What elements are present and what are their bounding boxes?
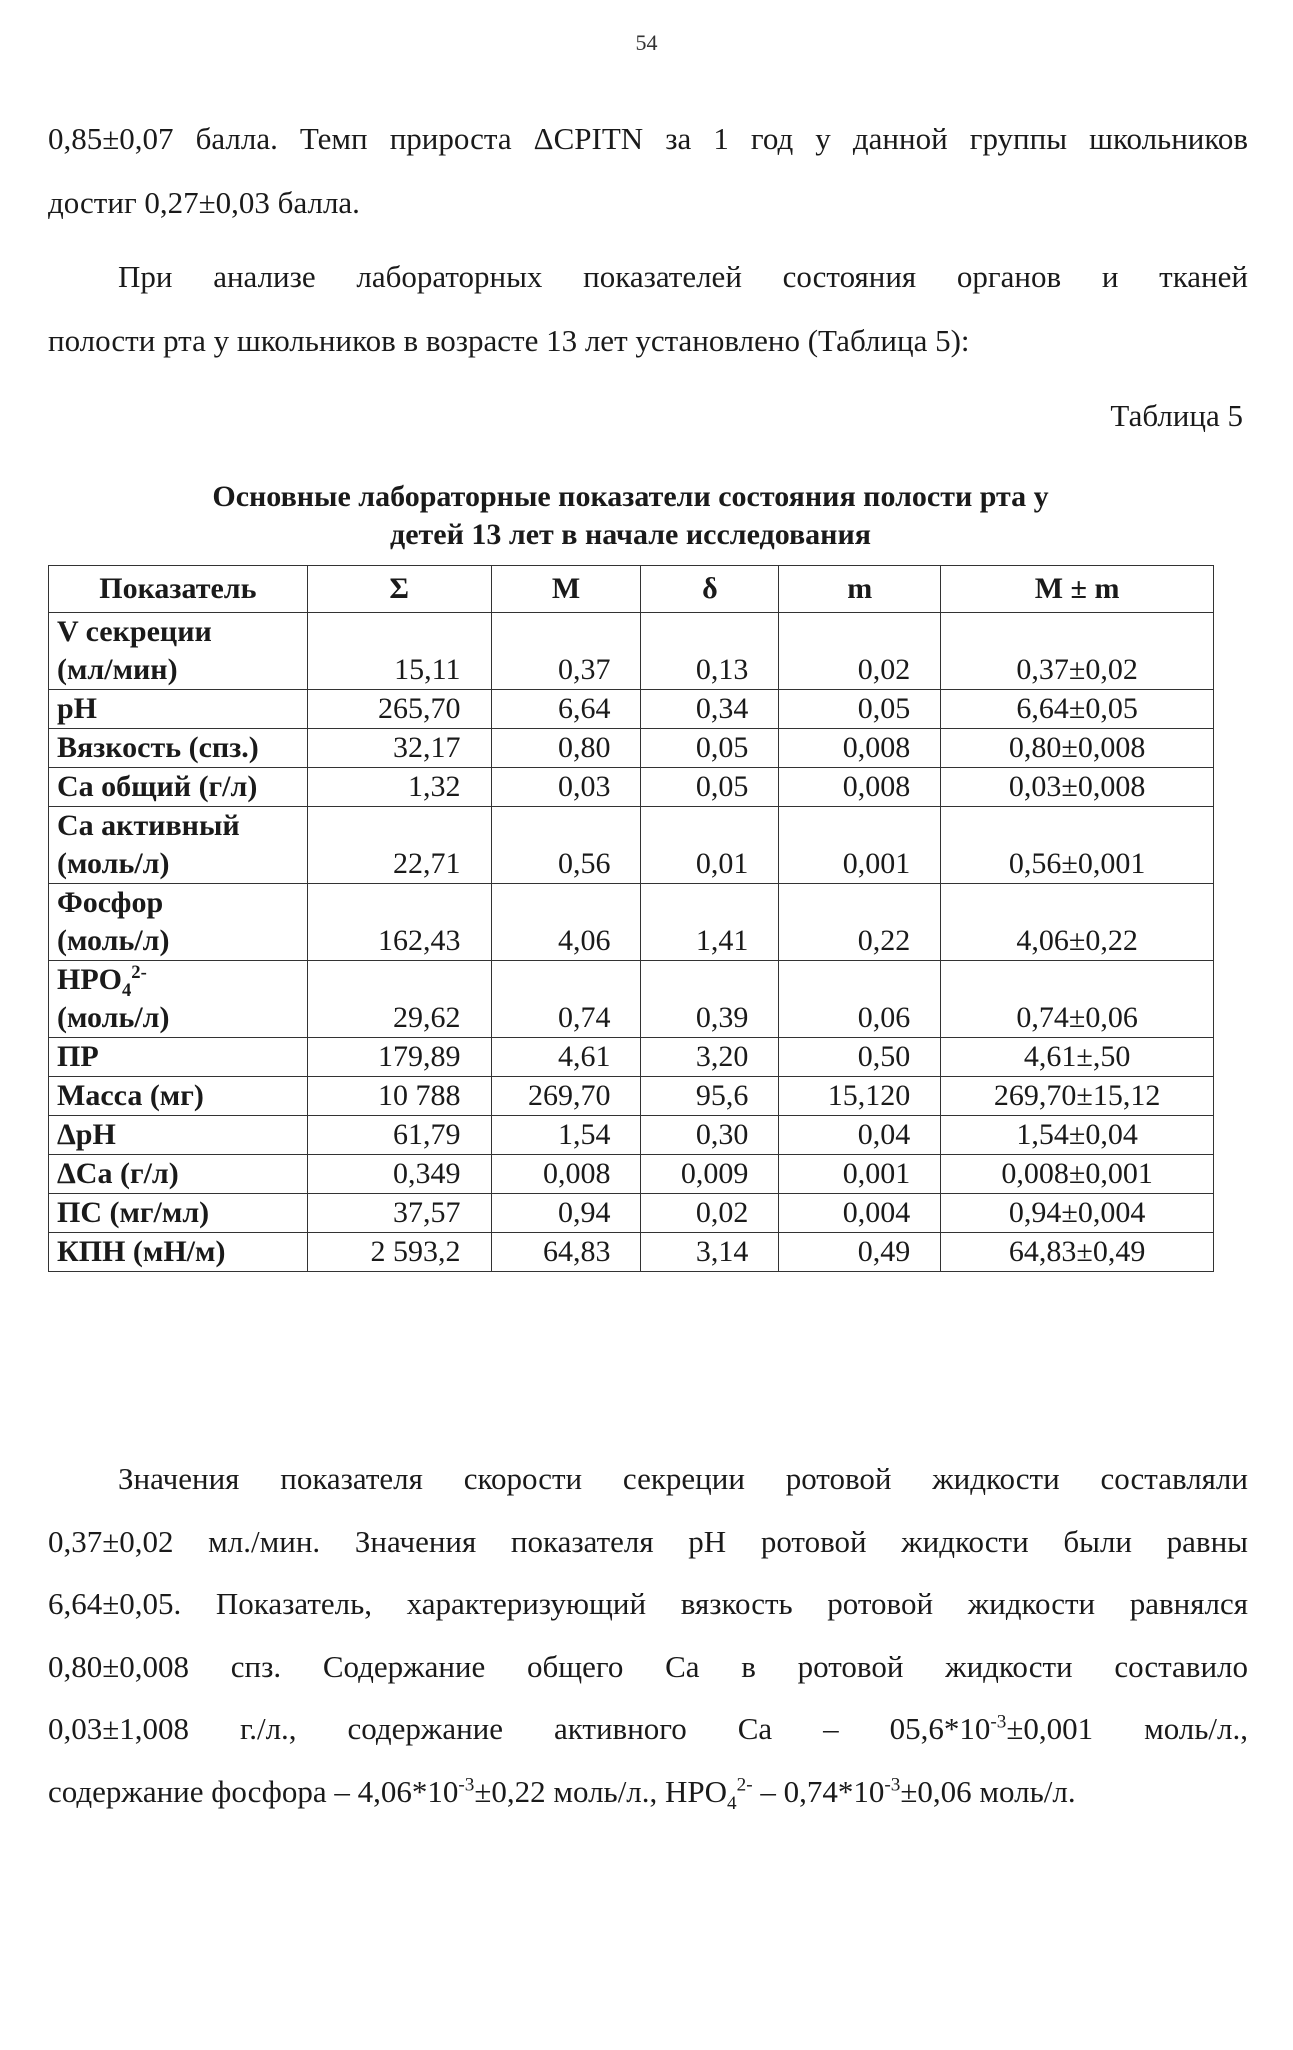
page-number: 54 [635, 30, 658, 55]
table-cell: 0,008 [779, 729, 941, 768]
table-cell: 1,41 [641, 884, 779, 961]
table-cell: 1,32 [307, 768, 491, 807]
table-cell: 0,02 [779, 613, 941, 690]
header-error: m [779, 566, 941, 613]
paragraph-line: полости рта у школьников в возрасте 13 лет установлено (Таблица 5): [48, 323, 970, 358]
row-label-line: HPO [57, 963, 122, 996]
row-label [49, 690, 308, 729]
table-cell: 37,57 [307, 1194, 491, 1233]
table-cell: 6,64±0,05 [941, 690, 1214, 729]
table-cell: 1,54 [491, 1116, 641, 1155]
table-cell: 15,11 [307, 613, 491, 690]
table-cell: 0,94 [491, 1194, 641, 1233]
row-label-line: ПР [57, 1040, 99, 1073]
text-fragment: ±0,22 моль/л., HPO [474, 1773, 728, 1809]
subscript: 4 [122, 980, 132, 1001]
table-cell: 0,01 [641, 807, 779, 884]
table-cell: 22,71 [307, 807, 491, 884]
row-label [49, 768, 308, 807]
table-number-label: Таблица 5 [1110, 398, 1243, 433]
header-indicator: Показатель [49, 566, 308, 613]
table-cell: 15,120 [779, 1077, 941, 1116]
table-row [49, 1194, 1214, 1233]
table-cell: 0,349 [307, 1155, 491, 1194]
paragraph-line: достиг 0,27±0,03 балла. [48, 185, 360, 220]
paragraph-analysis [48, 245, 1248, 373]
row-label [49, 1116, 308, 1155]
row-label [49, 807, 308, 884]
row-label [49, 1038, 308, 1077]
table-cell: 4,06±0,22 [941, 884, 1214, 961]
table-cell: 64,83±0,49 [941, 1233, 1214, 1272]
paragraph-results [48, 1448, 1248, 1823]
row-label-line: pH [57, 692, 98, 725]
table-row [49, 1077, 1214, 1116]
row-label [49, 1155, 308, 1194]
table-cell: 0,94±0,004 [941, 1194, 1214, 1233]
row-label-line: КПН (мН/м) [57, 1235, 226, 1268]
table-cell: 0,37 [491, 613, 641, 690]
table-cell: 0,37±0,02 [941, 613, 1214, 690]
table-cell: 0,80 [491, 729, 641, 768]
text-fragment: ±0,001 моль/л., [1006, 1711, 1248, 1746]
row-label [49, 961, 308, 1038]
superscript: 2- [131, 962, 147, 983]
table-cell: 0,05 [779, 690, 941, 729]
table-cell: 0,22 [779, 884, 941, 961]
table-title [48, 478, 1213, 554]
table-title-line: Основные лабораторные показатели состояния полости рта у [212, 480, 1049, 513]
paragraph-line: При анализе лабораторных показателей состояния органов и тканей [118, 259, 1248, 294]
row-label [49, 1233, 308, 1272]
row-label-line: Ca общий (г/л) [57, 770, 258, 803]
table-cell: 0,50 [779, 1038, 941, 1077]
table-cell: 0,03 [491, 768, 641, 807]
row-label-line: (мл/мин) [57, 653, 178, 686]
text-fragment: 0,03±1,008 г./л., содержание активного Ca – 05,6*10 [48, 1711, 991, 1746]
row-label-line: ПС (мг/мл) [57, 1196, 210, 1229]
table-cell: 0,34 [641, 690, 779, 729]
table-cell: 0,02 [641, 1194, 779, 1233]
superscript: -3 [884, 1774, 901, 1796]
paragraph-line: 6,64±0,05. Показатель, характеризующий вязкость ротовой жидкости равнялся [48, 1586, 1248, 1621]
table-row [49, 961, 1214, 1038]
row-label-line: Фосфор [57, 886, 164, 919]
table-cell: 0,56 [491, 807, 641, 884]
text-fragment: – 0,74*10 [752, 1773, 885, 1809]
row-label-line: Масса (мг) [57, 1079, 204, 1112]
table-row [49, 1038, 1214, 1077]
row-label [49, 613, 308, 690]
table-cell: 0,008 [491, 1155, 641, 1194]
row-label-line: (моль/л) [57, 1001, 170, 1034]
row-label-line: ΔCa (г/л) [57, 1157, 179, 1190]
table-row [49, 884, 1214, 961]
table-cell: 3,20 [641, 1038, 779, 1077]
paragraph-line: 0,85±0,07 балла. Темп прироста ΔCPITN за 1 год у данной группы школьников [48, 121, 1248, 156]
table-cell: 0,001 [779, 807, 941, 884]
table-row [49, 807, 1214, 884]
table-cell: 1,54±0,04 [941, 1116, 1214, 1155]
table-cell: 0,06 [779, 961, 941, 1038]
table-cell: 2 593,2 [307, 1233, 491, 1272]
table-header-row [49, 566, 1214, 613]
row-label-line: V секреции [57, 615, 212, 648]
row-label [49, 729, 308, 768]
table-row [49, 1233, 1214, 1272]
table-cell: 269,70±15,12 [941, 1077, 1214, 1116]
table-cell: 179,89 [307, 1038, 491, 1077]
table-cell: 0,49 [779, 1233, 941, 1272]
table-title-line: детей 13 лет в начале исследования [390, 518, 871, 551]
table-cell: 0,05 [641, 768, 779, 807]
header-mean: M [491, 566, 641, 613]
table-cell: 265,70 [307, 690, 491, 729]
row-label [49, 1077, 308, 1116]
table-cell: 3,14 [641, 1233, 779, 1272]
table-cell: 0,56±0,001 [941, 807, 1214, 884]
header-mean-error: M ± m [941, 566, 1214, 613]
table-cell: 0,008 [779, 768, 941, 807]
table-cell: 0,39 [641, 961, 779, 1038]
table-cell: 0,008±0,001 [941, 1155, 1214, 1194]
table-cell: 269,70 [491, 1077, 641, 1116]
table-cell: 4,61±,50 [941, 1038, 1214, 1077]
table-cell: 0,009 [641, 1155, 779, 1194]
table-cell: 64,83 [491, 1233, 641, 1272]
table-cell: 0,74±0,06 [941, 961, 1214, 1038]
header-sum: Σ [307, 566, 491, 613]
row-label [49, 1194, 308, 1233]
table-cell: 95,6 [641, 1077, 779, 1116]
row-label-line: (моль/л) [57, 847, 170, 880]
subscript: 4 [727, 1792, 737, 1814]
row-label-line: ΔpH [57, 1118, 116, 1151]
table-cell: 4,61 [491, 1038, 641, 1077]
header-deviation: δ [641, 566, 779, 613]
table-cell: 32,17 [307, 729, 491, 768]
row-label-line: Вязкость (спз.) [57, 731, 259, 764]
table-row [49, 729, 1214, 768]
text-fragment: содержание фосфора – 4,06*10 [48, 1773, 459, 1809]
table-cell: 0,05 [641, 729, 779, 768]
superscript: -3 [990, 1711, 1007, 1733]
table-cell: 0,74 [491, 961, 641, 1038]
table-row [49, 1155, 1214, 1194]
paragraph-line: 0,37±0,02 мл./мин. Значения показателя pH ротовой жидкости были равны [48, 1523, 1248, 1559]
superscript: -3 [458, 1774, 475, 1796]
table-cell: 0,001 [779, 1155, 941, 1194]
paragraph-line [48, 1698, 1248, 1761]
table-cell: 162,43 [307, 884, 491, 961]
table-cell: 0,80±0,008 [941, 729, 1214, 768]
table-cell: 0,30 [641, 1116, 779, 1155]
paragraph-line: 0,80±0,008 спз. Содержание общего Ca в ротовой жидкости составило [48, 1648, 1248, 1684]
table-cell: 61,79 [307, 1116, 491, 1155]
table-cell: 0,04 [779, 1116, 941, 1155]
row-label-line: (моль/л) [57, 924, 170, 957]
table-cell: 29,62 [307, 961, 491, 1038]
paragraph-intro [48, 107, 1248, 235]
table-row [49, 768, 1214, 807]
text-fragment: ±0,06 моль/л. [900, 1773, 1076, 1809]
paragraph-line [48, 1761, 1248, 1824]
superscript: 2- [736, 1774, 753, 1796]
row-label-line: Ca активный [57, 809, 240, 842]
table-cell: 4,06 [491, 884, 641, 961]
table-cell: 10 788 [307, 1077, 491, 1116]
table-cell: 0,004 [779, 1194, 941, 1233]
table-cell: 0,03±0,008 [941, 768, 1214, 807]
table-cell: 0,13 [641, 613, 779, 690]
row-label [49, 884, 308, 961]
table-row [49, 613, 1214, 690]
paragraph-line: Значения показателя скорости секреции ротовой жидкости составляли [118, 1461, 1248, 1496]
table-row [49, 690, 1214, 729]
table-cell: 6,64 [491, 690, 641, 729]
lab-indicators-table [48, 565, 1214, 1272]
table-row [49, 1116, 1214, 1155]
